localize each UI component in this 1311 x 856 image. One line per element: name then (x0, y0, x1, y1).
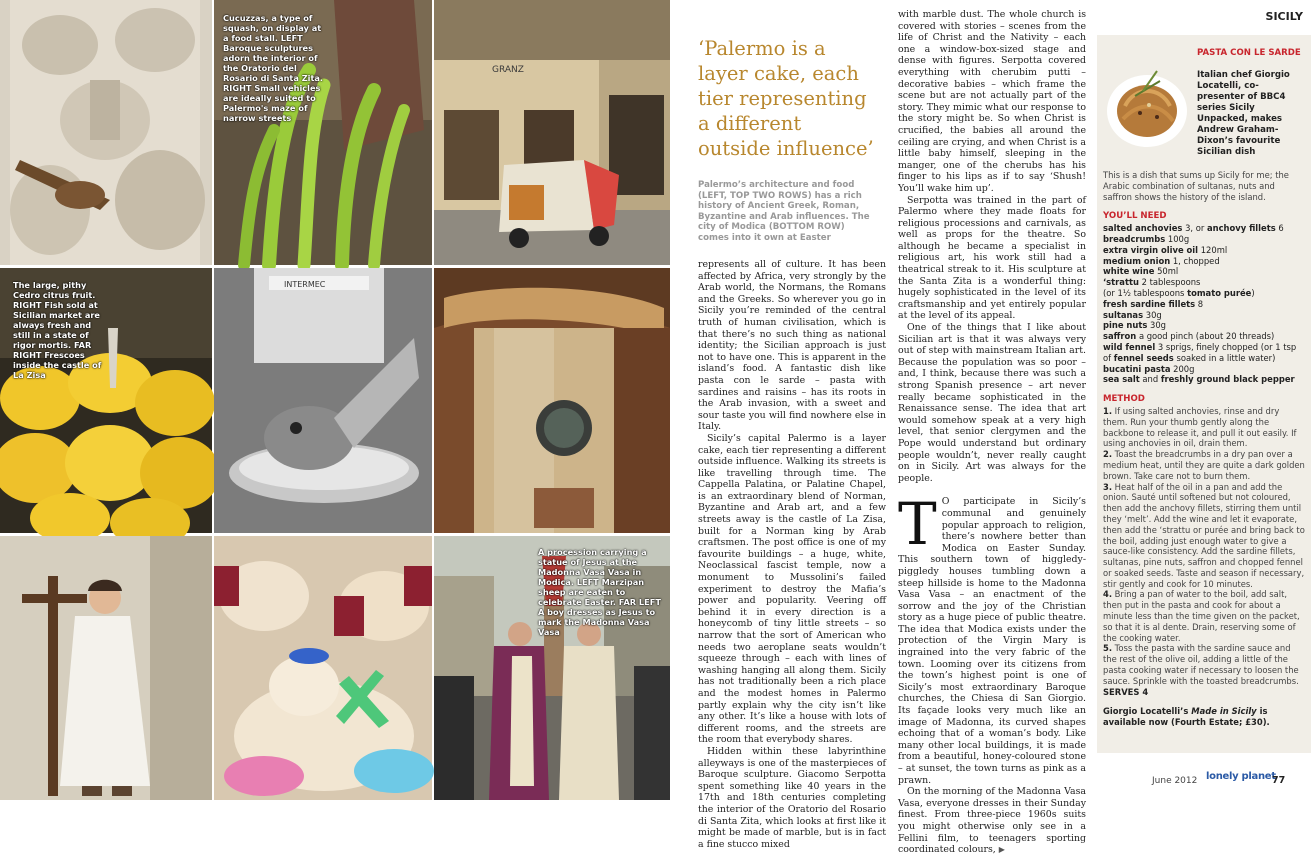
recipe-description: This is a dish that sums up Sicily for me; the Arabic combination of sultanas, nuts and saffron shows the history of the island. (1103, 170, 1289, 202)
continue-arrow-icon: ▶ (998, 845, 1005, 855)
book-credit: Giorgio Locatelli’s Made in Sicily is available now (Fourth Estate; £30). (1103, 706, 1270, 728)
ingredient: ‘strattu 2 tablespoons (1103, 277, 1201, 288)
recipe-body (1103, 170, 1306, 728)
paragraph (898, 786, 1086, 856)
drop-cap: T (898, 490, 937, 559)
paragraph-dropcap (898, 490, 1086, 786)
ingredient: extra virgin olive oil 120ml (1103, 244, 1228, 255)
ingredient: salted anchovies 3, or anchovy fillets 6 (1103, 223, 1284, 234)
method-step: 3. Heat half of the oil in a pan and add the onion. Sauté until softened but not coloured, then add the anchovy fillets, stirring them until they ‘melt’. Add the wine and let it evaporate, then add the ‘strattu or purée and bring back to the boil, adding just enough water to give a sauce-like consistency. Add the sardine fillets, sultanas, pine nuts, saffron and chopped fennel or soaked seeds. Taste and season if necessary, stir gently and cook for 10 minutes. (1103, 481, 1305, 589)
scale-label: INTERMEC (284, 280, 326, 289)
recipe-intro: Italian chef Giorgio Locatelli, co-presenter of BBC4 series Sicily Unpacked, makes Andrew Graham-Dixon’s favourite Sicilian dish (1197, 70, 1290, 157)
photo-la-zisa-frescoes (434, 268, 670, 533)
paragraph: Hidden within these labyrinthine alleyways is one of the masterpieces of Baroque sculpture. Giacomo Serpotta spent something like 40 years in the 17th and 18th centuries completing the interior of the Oratorio del Rosario di Santa Zita, which looks at first like it might be made of marble, but is in fact a fine stucco mixed (698, 745, 886, 850)
lonely-planet-logo: lonely planet (1206, 771, 1276, 782)
photo-fish-on-scale (214, 268, 432, 533)
caption-middle: The large, pithy Cedro citrus fruit. RIGHT Fish sold at Sicilian market are always fresh and still in a state of rigor mortis. FAR RIGHT Frescoes inside the castle of La Zisa (13, 280, 102, 380)
method-steps (1103, 406, 1306, 687)
photo-pasta-dish (1105, 41, 1189, 173)
section-label: SICILY (1265, 10, 1303, 23)
ingredient: fresh sardine fillets 8 (1103, 298, 1204, 309)
page-number: 77 (1272, 775, 1286, 786)
photo-cedro-lemons (0, 268, 212, 533)
ingredients-heading: YOU’LL NEED (1103, 211, 1167, 222)
paragraph-text: On the morning of the Madonna Vasa Vasa, everyone dresses in their Sunday finest. From three-piece 1960s suits you might otherwise only see in a Fellini film, to teenagers sporting coordinated colours, (898, 786, 1086, 856)
caption-top: Cucuzzas, a type of squash, on display at a food stall. LEFT Baroque sculptures adorn the interior of the Oratorio del Rosario di Santa Zita. RIGHT Small vehicles are ideally suited to Palermo's maze of narrow streets (223, 13, 323, 123)
photo-lede: Palermo’s architecture and food (LEFT, TOP TWO ROWS) has a rich history of Ancient Greek, Roman, Byzantine and Arab influences. The city of Modica (BOTTOM ROW) comes into it own at Easter (698, 180, 870, 243)
method-step: 5. Toss the pasta with the sardine sauce and the rest of the olive oil, adding a little of the pasta cooking water if necessary to loosen the sauce. Sprinkle with the toasted breadcrumbs. (1103, 643, 1299, 686)
ingredient: sea salt and freshly ground black pepper (1103, 374, 1295, 385)
article-column-2 (898, 9, 1086, 856)
issue-date: June 2012 (1152, 776, 1198, 786)
ingredient: wild fennel 3 sprigs, finely chopped (or 1 tsp of fennel seeds soaked in a little water) (1103, 341, 1297, 363)
method-step: 4. Bring a pan of water to the boil, add salt, then put in the pasta and cook for about a minute less than the time given on the packet, so that it is al dente. Drain, reserving some of the cooking water. (1103, 589, 1300, 643)
paragraph: represents all of culture. It has been affected by Africa, very strongly by the Arab world, the Normans, the Romans and the Greeks. So wherever you go in Sicily you’re reminded of the central truth of human civilisation, which is that there’s no such thing as national identity; the Sicilian approach is just not to have one. This is apparent in the island’s food. A fantastic dish like pasta con le sarde – pasta with sardines and raisins – has its roots in the Arab invasion, with a sweet and sour taste you will find nowhere else in Italy. (698, 259, 886, 433)
ingredient: medium onion 1, chopped (1103, 255, 1220, 266)
ingredient: saffron a good pinch (about 20 threads) (1103, 331, 1275, 342)
photo-boy-as-jesus (0, 536, 212, 800)
photo-cucuzza-squash (214, 0, 432, 265)
ingredient: breadcrumbs 100g (1103, 233, 1190, 244)
ingredients-list (1103, 223, 1306, 385)
recipe-box (1097, 35, 1311, 753)
paragraph: One of the things that I like about Sicilian art is that it was always very out of step with mainstream Italian art. Because the population was so poor – and, I think, because there was such a strong Spanish presence – art never really became sophisticated in the Renaissance sense. The idea that art would somehow speak at a very high level, that senior clergymen and the Pope would understand but ordinary people wouldn’t, never really caught on in Sicily. Art was always for the people. (898, 322, 1086, 484)
method-step: 1. If using salted anchovies, rinse and dry them. Run your thumb gently along the backbone to release it, and pull it out easily. If using anchovies in oil, drain them. (1103, 405, 1297, 449)
method-heading: METHOD (1103, 394, 1145, 405)
shop-sign-text: GRANZ (492, 65, 524, 75)
ingredient: (or 1½ tablespoons tomato purée) (1103, 287, 1255, 298)
paragraph: with marble dust. The whole church is covered with stories – scenes from the life of Christ and the Nativity – each one a window-box-sized stage and dense with figures. Serpotta covered everything with cherubim putti – decorative babies – which frame the scene but are not actually part of the story. They mimic what our response to the story might be. So when Christ is crucified, the babies all around the ceiling are crying, and when Christ is a little baby himself, sleeping in the manger, one of the cherubs has his finger to his lips as if to say ‘Shush! You’ll wake him up’. (898, 9, 1086, 194)
serves: SERVES 4 (1103, 686, 1149, 697)
method-step: 2. Toast the breadcrumbs in a dry pan over a medium heat, until they are quite a dark golden brown. Take care not to burn them. (1103, 449, 1305, 481)
article-column-1 (698, 259, 886, 850)
photo-procession (434, 536, 670, 800)
pull-quote: ‘Palermo is a layer cake, each tier representing a different outside influence’ (698, 37, 874, 160)
recipe-title: PASTA CON LE SARDE (1197, 48, 1301, 58)
photo-palermo-street (434, 0, 670, 265)
paragraph: Serpotta was trained in the part of Palermo where they made floats for religious processions and carnivals, as well as props for the theatre. So although he became a specialist in religious art, his work still had a theatrical streak to it. His sculpture at the Santa Zita is a wonderful thing: hugely sophisticated in the level of its craftsmanship and yet entirely popular at the level of its appeal. (898, 194, 1086, 322)
ingredient: bucatini pasta 200g (1103, 363, 1195, 374)
caption-bottom: A procession carrying a statue of Jesus at the Madonna Vasa Vasa in Modica. LEFT Marzipan sheep are eaten to celebrate Easter. FAR LEFT A boy dresses as Jesus to mark the Madonna Vasa Vasa (538, 547, 661, 637)
photo-marzipan-sheep (214, 536, 432, 800)
ingredient: sultanas 30g (1103, 309, 1162, 320)
ingredient: pine nuts 30g (1103, 320, 1166, 331)
paragraph: Sicily’s capital Palermo is a layer cake, each tier representing a different outside influence. Walking its streets is like travelling through time. The Cappella Palatina, or Palatine Chapel, is an extraordinary blend of Norman, Byzantine and Arab art, and a few streets away is the castle of La Zisa, built for a Norman king by Arab craftsmen. The post office is one of my favourite buildings – a huge, white, Neoclassical fascist temple, now a monument to Mussolini’s failed experiment to destroy the Mafia’s power and popularity. Veering off behind it in every direction is a honeycomb of tiny little streets – so narrow that the sort of American who needs two aeroplane seats wouldn’t squeeze through – each with lines of washing hanging all along them. Sicily has not traditionally been a rich place and the modest homes in Palermo partly explain why the city isn’t like any other. It’s like a house with lots of different rooms, and the streets are the room that everybody shares. (698, 432, 886, 746)
photo-baroque-sculpture (0, 0, 212, 265)
photo-grid (0, 0, 670, 800)
paragraph-text: O participate in Sicily’s communal and genuinely popular approach to religion, there’s nowhere better than Modica on Easter Sunday. This southern town of higgledy-piggledy houses tumbling down a steep hillside is home to the Madonna Vasa Vasa – an enactment of the sorrow and the joy of the Christian story as a huge piece of public theatre. The idea that Modica exists under the protection of the Virgin Mary is ingrained into the very fabric of the town. Looming over its citizens from the town’s highest point is one of Sicily’s most extraordinary Baroque churches, the Chiesa di San Giorgio. Its façade looks very much like an image of Madonna, its curved shapes echoing that of a woman’s body. Like many other local buildings, it is made from a beautiful, honey-coloured stone – at sunset, the town turns as pink as a prawn. (898, 496, 1086, 786)
ingredient: white wine 50ml (1103, 266, 1179, 277)
